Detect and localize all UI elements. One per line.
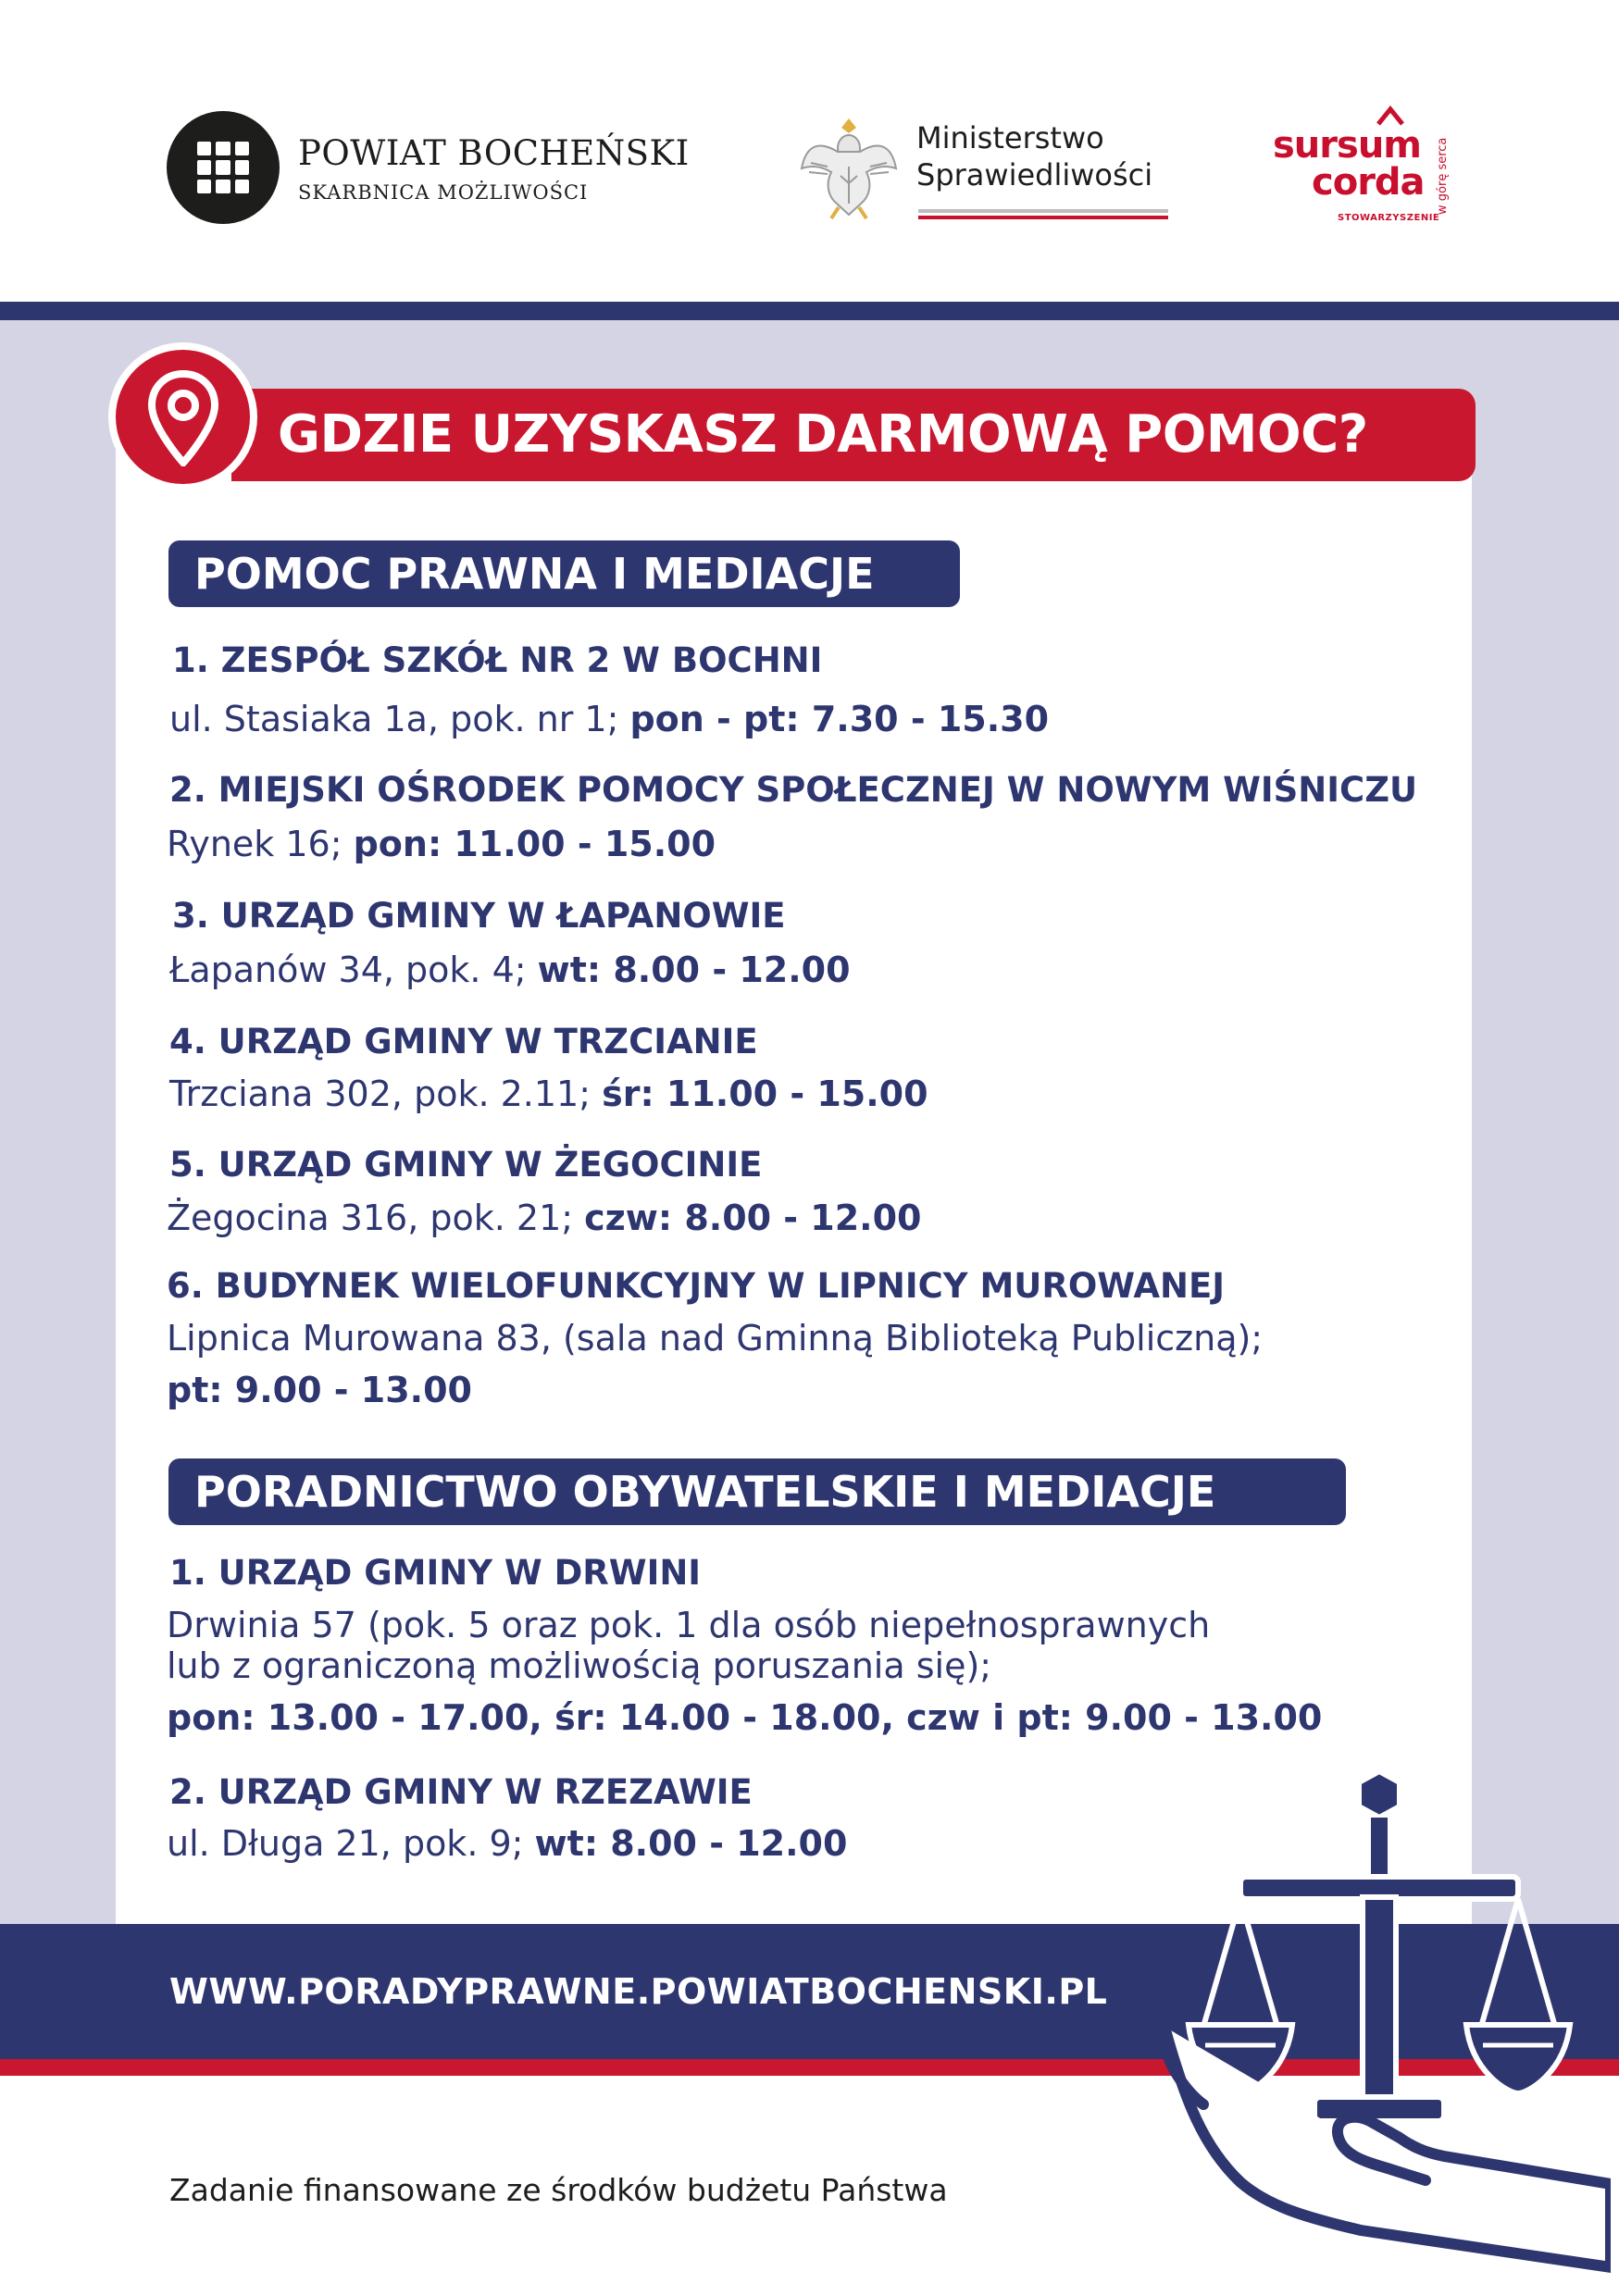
entry-title: 6. BUDYNEK WIELOFUNKCYJNY W LIPNICY MUROWANEJ bbox=[167, 1266, 1226, 1306]
entry-details bbox=[169, 1074, 928, 1114]
sursum-motto: w górę serca bbox=[1436, 137, 1450, 215]
entry-hours: pt: 9.00 - 13.00 bbox=[167, 1370, 472, 1410]
polish-eagle-icon bbox=[798, 111, 900, 227]
sursum-corda-logo bbox=[1273, 104, 1472, 233]
sursum-word: sursum bbox=[1273, 124, 1421, 167]
scales-of-justice-icon bbox=[1148, 1749, 1611, 2296]
section-heading-legal-aid: POMOC PRAWNA I MEDIACJE bbox=[168, 540, 960, 607]
entry-address-continued: lub z ograniczoną możliwością poruszania się); bbox=[167, 1645, 992, 1686]
website-link[interactable]: WWW.PORADYPRAWNE.POWIATBOCHENSKI.PL bbox=[169, 1971, 1108, 2012]
powiat-logo bbox=[167, 111, 690, 231]
entry-details bbox=[167, 1823, 847, 1864]
entry-hours: pon: 13.00 - 17.00, śr: 14.00 - 18.00, czw i pt: 9.00 - 13.00 bbox=[167, 1697, 1323, 1738]
entry-details bbox=[167, 824, 716, 864]
entry-hours: wt: 8.00 - 12.00 bbox=[537, 949, 851, 990]
entry-address: Lipnica Murowana 83, (sala nad Gminną Biblioteką Publiczną); bbox=[167, 1318, 1264, 1359]
funding-note: Zadanie finansowane ze środków budżetu Państwa bbox=[169, 2172, 948, 2208]
ministry-name-line2: Sprawiedliwości bbox=[916, 157, 1153, 192]
top-navy-line bbox=[0, 302, 1619, 320]
entry-title: 3. URZĄD GMINY W ŁAPANOWIE bbox=[172, 896, 786, 936]
location-pin-icon bbox=[147, 370, 219, 466]
entry-details bbox=[169, 699, 1049, 739]
entry-details bbox=[169, 949, 851, 990]
entry-details bbox=[167, 1198, 922, 1238]
entry-address: ul. Stasiaka 1a, pok. nr 1; bbox=[169, 699, 630, 739]
entry-hours: pon: 11.00 - 15.00 bbox=[353, 824, 716, 864]
entry-title: 5. URZĄD GMINY W ŻEGOCINIE bbox=[169, 1145, 763, 1185]
powiat-name: POWIAT BOCHEŃSKI bbox=[298, 133, 690, 173]
entry-address: ul. Długa 21, pok. 9; bbox=[167, 1823, 535, 1864]
powiat-seal-icon bbox=[167, 111, 280, 224]
entry-address: Drwinia 57 (pok. 5 oraz pok. 1 dla osób niepełnosprawnych bbox=[167, 1605, 1211, 1645]
powiat-tagline: SKARBNICA MOŻLIWOŚCI bbox=[298, 181, 589, 204]
entry-address: Łapanów 34, pok. 4; bbox=[169, 949, 538, 990]
section-heading-civic-advice: PORADNICTWO OBYWATELSKIE I MEDIACJE bbox=[168, 1458, 1346, 1525]
corda-word: corda bbox=[1312, 161, 1425, 204]
entry-title: 1. ZESPÓŁ SZKÓŁ NR 2 W BOCHNI bbox=[172, 640, 823, 680]
ministry-name-line1: Ministerstwo bbox=[916, 120, 1104, 155]
entry-title: 1. URZĄD GMINY W DRWINI bbox=[169, 1553, 702, 1593]
entry-title: 4. URZĄD GMINY W TRZCIANIE bbox=[169, 1022, 758, 1061]
entry-title: 2. MIEJSKI OŚRODEK POMOCY SPOŁECZNEJ W NOWYM WIŚNICZU bbox=[169, 770, 1418, 810]
entry-hours: śr: 11.00 - 15.00 bbox=[602, 1074, 928, 1114]
entry-address: Żegocina 316, pok. 21; bbox=[167, 1198, 585, 1238]
entry-hours: wt: 8.00 - 12.00 bbox=[534, 1823, 848, 1864]
sursum-org: STOWARZYSZENIE bbox=[1338, 213, 1440, 223]
entry-hours: pon - pt: 7.30 - 15.30 bbox=[629, 699, 1050, 739]
entry-address: Rynek 16; bbox=[167, 824, 354, 864]
entry-address: Trzciana 302, pok. 2.11; bbox=[169, 1074, 603, 1114]
ministry-logo bbox=[798, 111, 1168, 231]
heart-roof-icon bbox=[1376, 105, 1404, 126]
ministry-divider-grey bbox=[918, 209, 1168, 213]
entry-title: 2. URZĄD GMINY W RZEZAWIE bbox=[169, 1772, 753, 1812]
ministry-divider-red bbox=[918, 216, 1168, 219]
page-title: GDZIE UZYSKASZ DARMOWĄ POMOC? bbox=[278, 404, 1368, 465]
entry-hours: czw: 8.00 - 12.00 bbox=[584, 1198, 922, 1238]
